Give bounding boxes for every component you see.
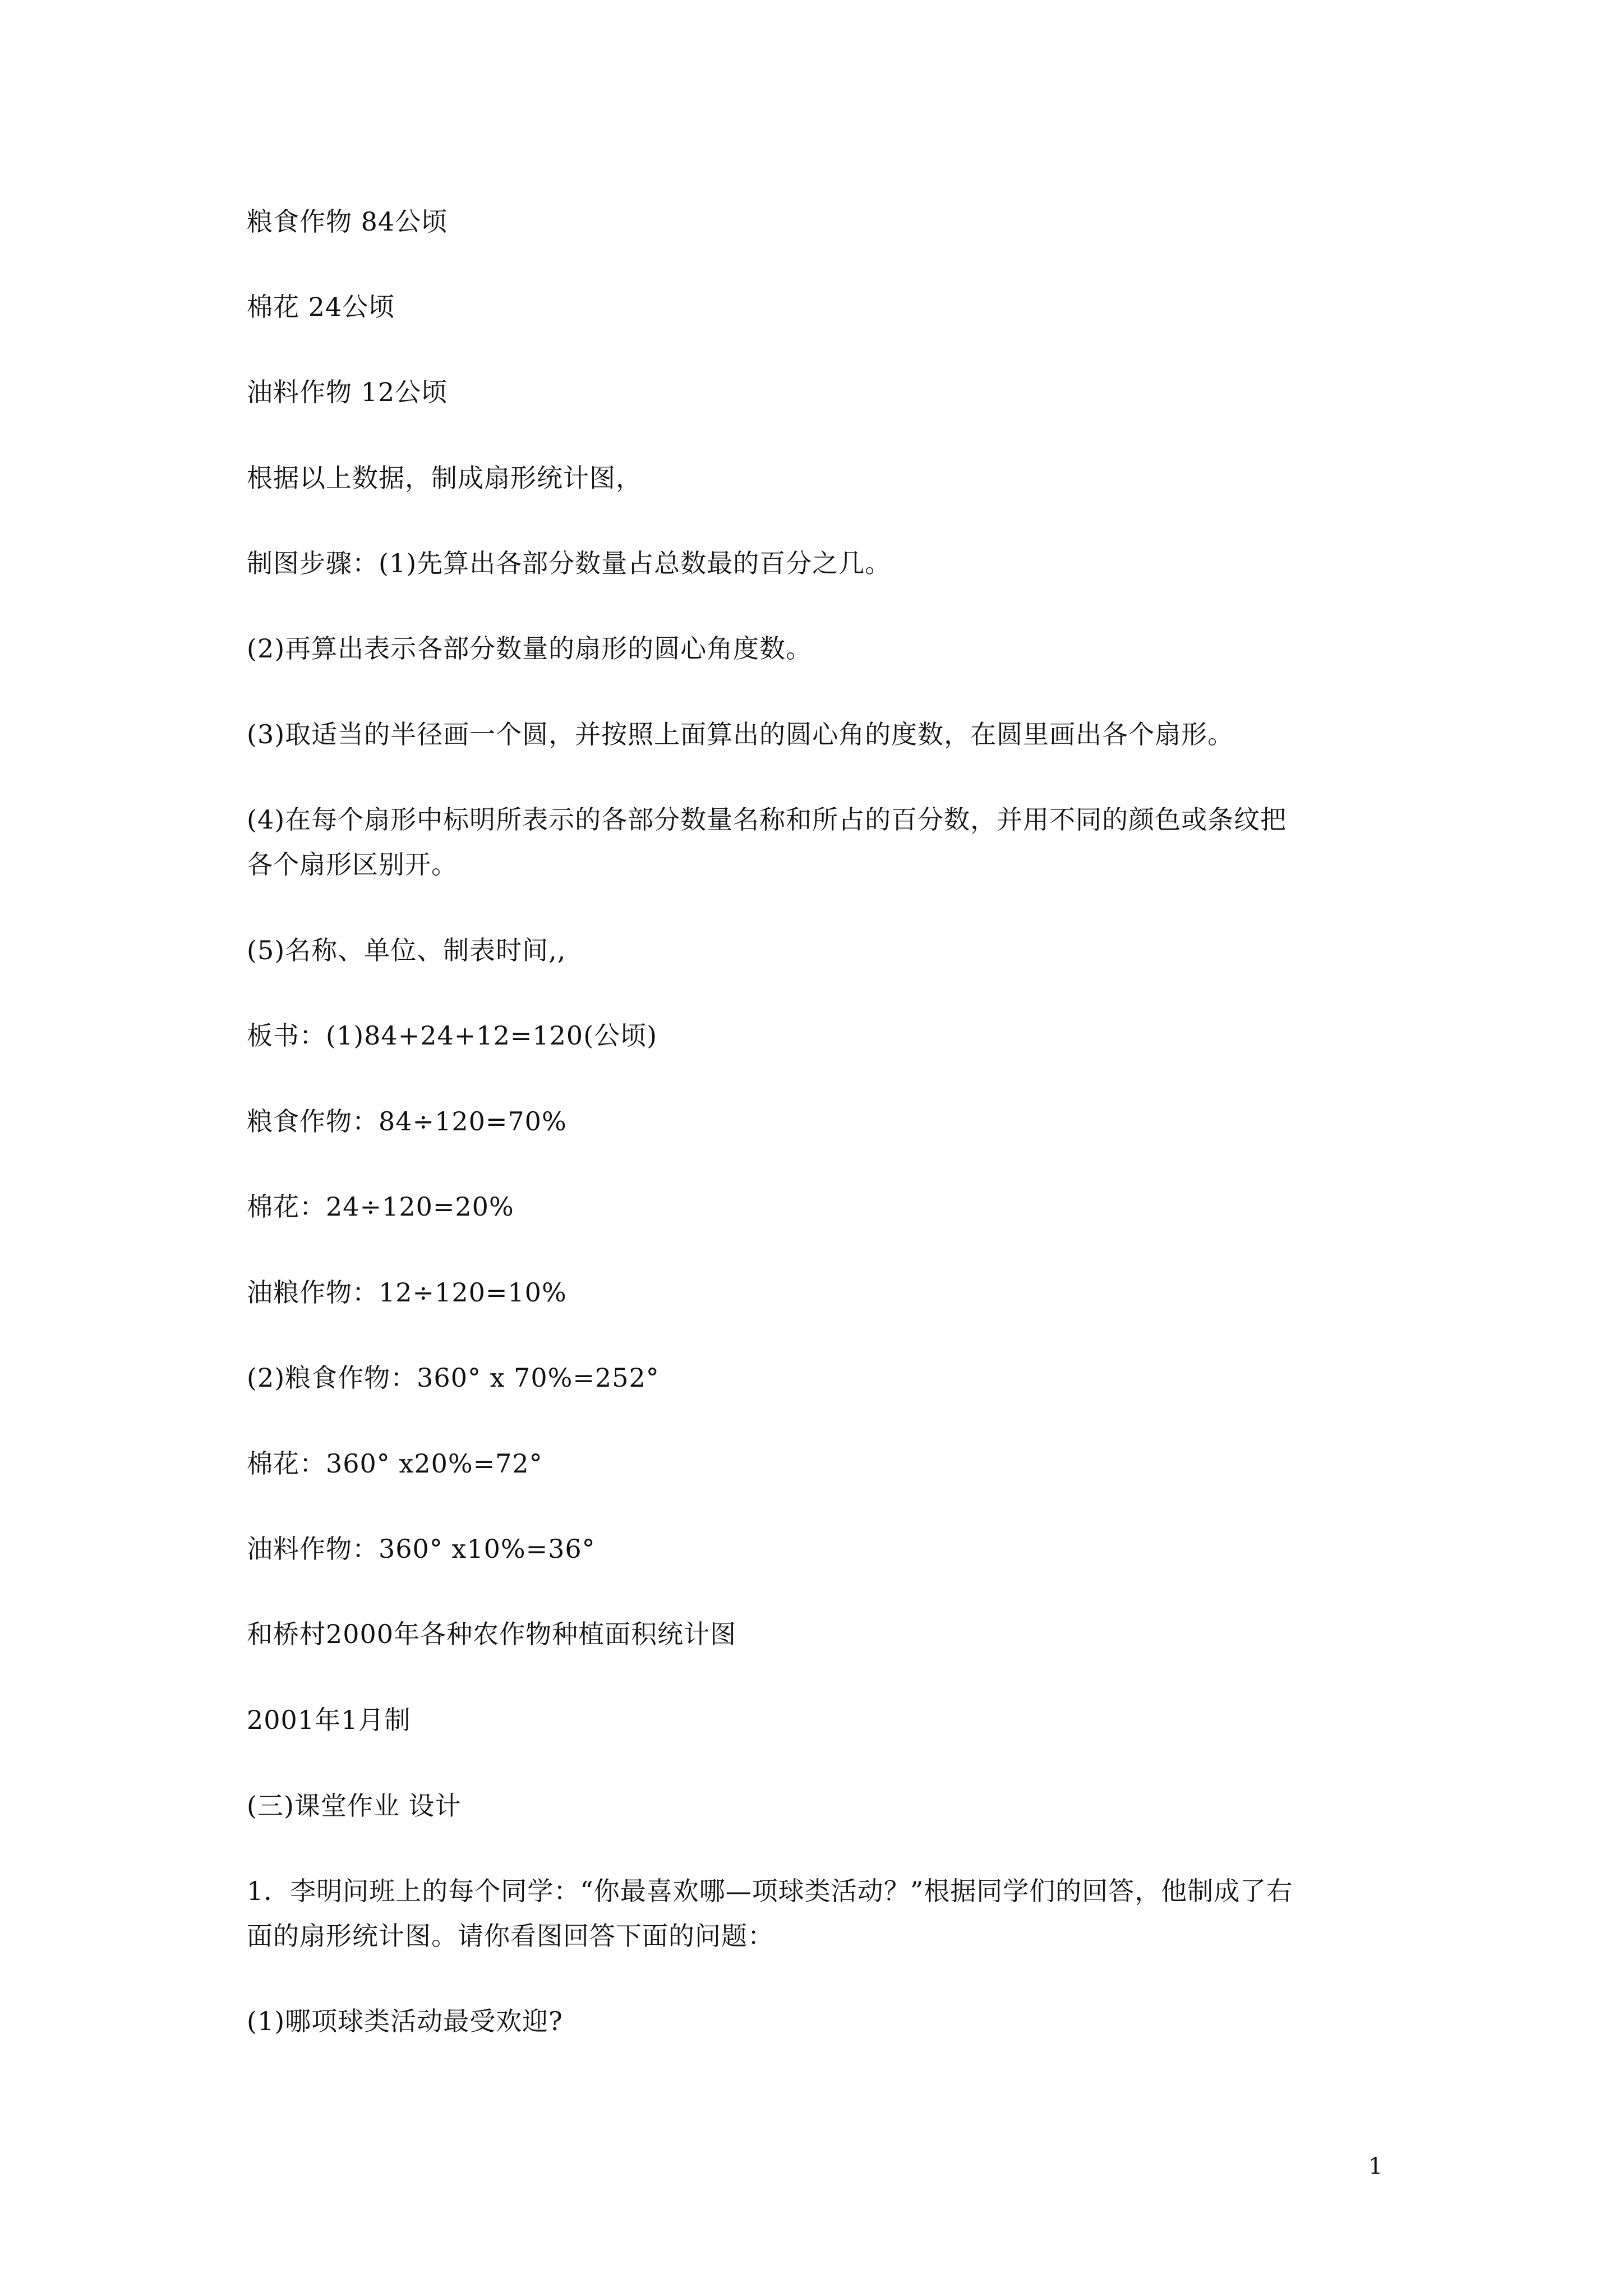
text-line-step-4-continued: 各个扇形区别开。: [247, 849, 458, 880]
text-line-cotton: 棉花 24公顷: [247, 292, 395, 322]
text-line-grain-crops: 粮食作物 84公顷: [247, 206, 448, 237]
text-line-grain-percent: 粮食作物：84÷120=70%: [247, 1106, 567, 1137]
text-line-step-2: (2)再算出表示各部分数量的扇形的圆心角度数。: [247, 633, 813, 664]
page-number: 1: [1368, 2154, 1383, 2179]
text-line-grain-angle: (2)粮食作物：360° x 70%=252°: [247, 1363, 660, 1393]
text-line-step-3: (3)取适当的半径画一个圆，并按照上面算出的圆心角的度数，在圆里画出各个扇形。: [247, 719, 1234, 749]
text-line-oil-crops: 油料作物 12公顷: [247, 377, 448, 407]
text-line-step-5: (5)名称、单位、制表时间,,: [247, 935, 566, 965]
text-line-subquestion-1: (1)哪项球类活动最受欢迎?: [247, 2006, 563, 2036]
text-line-chart-title: 和桥村2000年各种农作物种植面积统计图: [247, 1619, 737, 1649]
text-line-question-1: 1．李明问班上的每个同学：“你最喜欢哪—项球类活动？”根据同学们的回答，他制成了右: [247, 1876, 1293, 1906]
text-line-step-4: (4)在每个扇形中标明所表示的各部分数量名称和所占的百分数，并用不同的颜色或条纹把: [247, 804, 1287, 835]
text-line-instruction: 根据以上数据，制成扇形统计图，: [247, 463, 642, 493]
text-line-question-1-continued: 面的扇形统计图。请你看图回答下面的问题：: [247, 1921, 774, 1951]
text-line-oil-percent: 油粮作物：12÷120=10%: [247, 1277, 567, 1308]
text-line-cotton-percent: 棉花：24÷120=20%: [247, 1191, 514, 1222]
text-line-oil-angle: 油料作物：360° x10%=36°: [247, 1534, 596, 1564]
text-line-chart-date: 2001年1月制: [247, 1705, 411, 1735]
text-line-board-total: 板书：(1)84+24+12=120(公顷): [247, 1020, 658, 1051]
text-line-step-1: 制图步骤：(1)先算出各部分数量占总数最的百分之几。: [247, 548, 892, 578]
text-line-cotton-angle: 棉花：360° x20%=72°: [247, 1448, 543, 1479]
text-line-classwork-heading: (三)课堂作业 设计: [247, 1791, 462, 1821]
